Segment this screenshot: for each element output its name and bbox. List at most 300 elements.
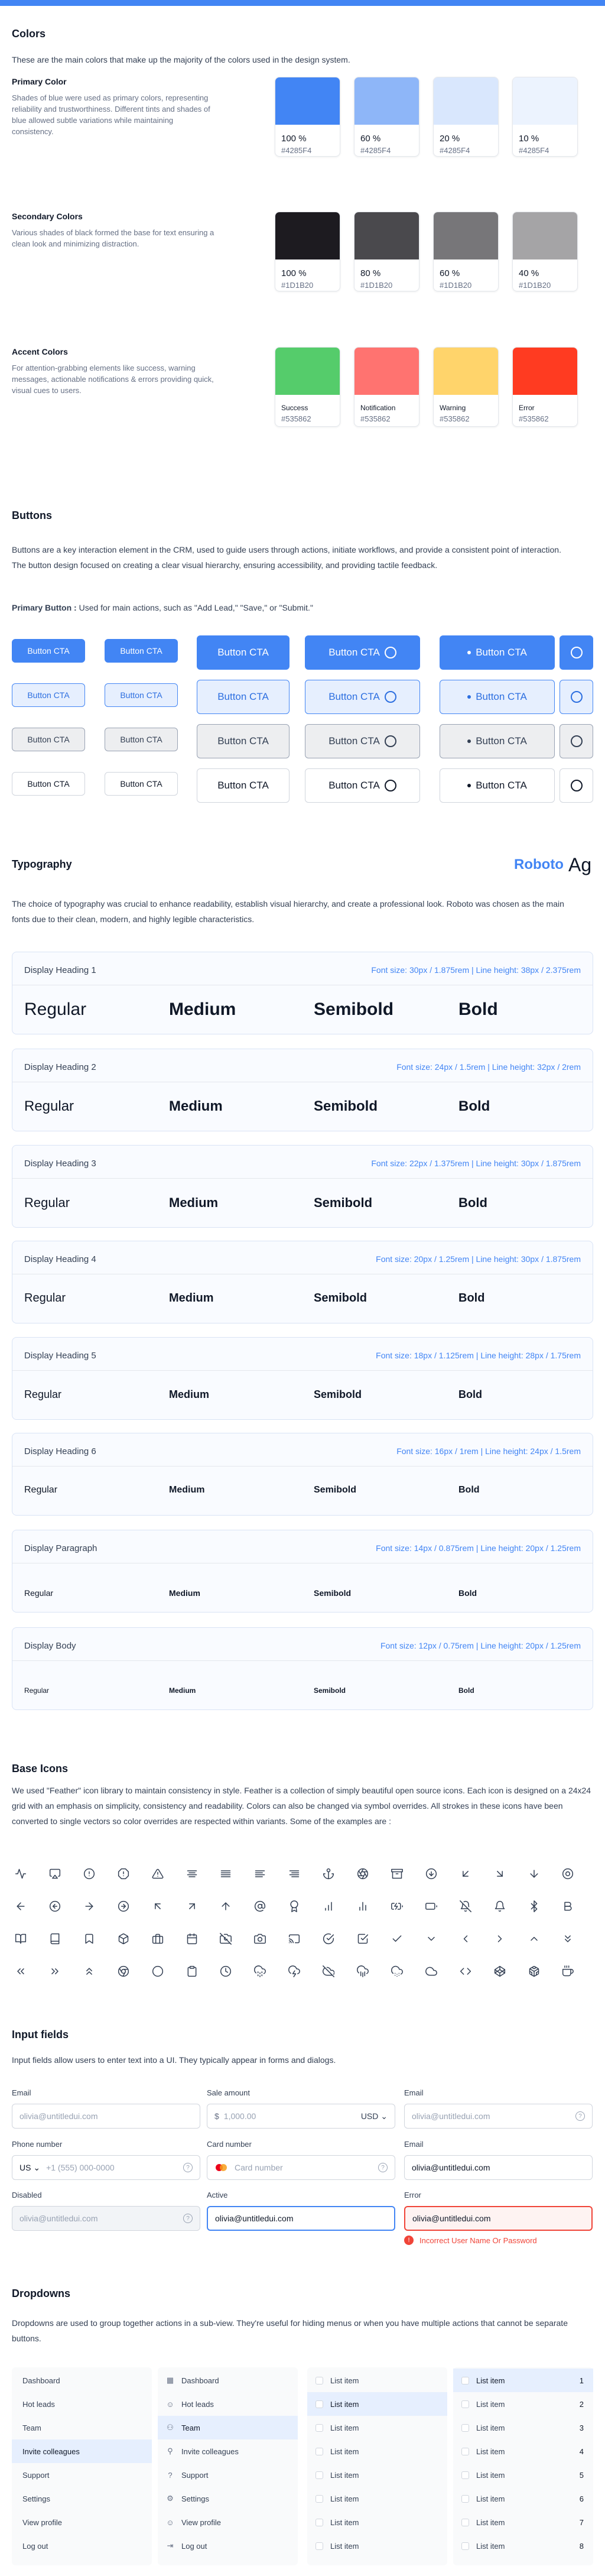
aperture-icon [354, 1865, 372, 1883]
dropdown-item[interactable] [307, 2416, 447, 2439]
help-circle-icon[interactable]: ? [183, 2163, 193, 2172]
list-item-number: 2 [579, 2399, 584, 2409]
weight-sample: Regular [24, 1686, 50, 1695]
primary-button[interactable] [197, 635, 290, 670]
top-accent-bar [0, 0, 605, 6]
swatch-label: 100 % [281, 268, 307, 278]
error-field [404, 2191, 593, 2245]
ghost-button-row [12, 768, 593, 804]
circle-icon [571, 780, 583, 791]
currency-symbol: $ [214, 2111, 219, 2121]
list-item-label: List item [476, 2494, 505, 2503]
dropdown-item[interactable] [158, 2416, 298, 2439]
button-label: Button CTA [217, 647, 269, 658]
code-icon [457, 1962, 474, 1980]
color-swatch [275, 348, 340, 395]
disabled-input [12, 2206, 200, 2231]
secondary-button[interactable] [105, 683, 178, 707]
list-item-label: List item [476, 2470, 505, 2480]
numbered-dropdown [453, 2367, 593, 2565]
icons-intro: We used "Feather" icon library to maintain consistency in style. Feather is a collection of simply beautiful open source icons. Each icon is designed on a 24x24 grid with an emphasis on simplicity, consistency and readability. Colors can also be changed via symbol overrides. All strokes in these icons have been converted to single vectors so color overrides are respected within variants. Some of the examples are : [12, 1786, 591, 1826]
type-style-spec: Font size: 20px / 1.25rem | Line height: 30px / 1.875rem [376, 1254, 581, 1264]
ghost-button[interactable] [305, 768, 420, 803]
email-help-label: Email [404, 2088, 424, 2097]
dropdown-item[interactable] [307, 2439, 447, 2463]
menu-item-label: Settings [22, 2494, 50, 2503]
type-style-card [12, 1145, 593, 1228]
dropdown-item[interactable] [158, 2439, 298, 2463]
type-style-name: Display Paragraph [24, 1543, 97, 1553]
arrow-down-left-icon [457, 1865, 474, 1883]
weight-sample: Medium [169, 1686, 196, 1695]
button-label: Button CTA [476, 735, 527, 747]
swatch-hex: #4285F4 [360, 146, 391, 155]
primary-button-usage: Used for main actions, such as "Add Lead," "Save," or "Submit." [76, 603, 313, 612]
color-swatch [275, 212, 340, 259]
active-value: olivia@untitledui.com [215, 2214, 294, 2223]
dropdown-item[interactable] [12, 2463, 152, 2487]
email-input[interactable] [12, 2104, 200, 2129]
checkbox[interactable] [461, 2424, 469, 2432]
menu-item-label: Log out [181, 2541, 207, 2551]
weight-sample: Bold [458, 1588, 477, 1598]
bookmark-icon [80, 1930, 98, 1948]
ghost-button[interactable] [105, 772, 178, 796]
list-item-number: 5 [579, 2470, 584, 2480]
color-group-description: Shades of blue were used as primary colors, representing reliability and trustworthiness. Different tints and shades of blue allowed subtle variations while maintaining consistency. [12, 93, 210, 136]
chevron-down-icon [422, 1930, 440, 1948]
chevrons-up-icon [80, 1962, 98, 1980]
typography-title: Typography [12, 858, 72, 870]
check-circle-icon [320, 1930, 337, 1948]
dropdowns-title: Dropdowns [12, 2288, 70, 2299]
color-swatch [434, 212, 498, 259]
briefcase-icon [149, 1930, 167, 1948]
chevrons-right-icon [46, 1962, 64, 1980]
weight-sample: Regular [24, 1098, 74, 1114]
weight-sample: Medium [169, 1195, 219, 1210]
type-style-spec: Font size: 18px / 1.125rem | Line height: 28px / 1.75rem [376, 1351, 581, 1360]
swatch-hex: #535862 [440, 414, 470, 423]
dropdown-item[interactable] [307, 2369, 447, 2392]
checkbox[interactable] [461, 2448, 469, 2455]
dropdown-item[interactable] [307, 2463, 447, 2487]
user-icon: ☺ [166, 2399, 174, 2409]
dropdown-item[interactable] [453, 2416, 593, 2439]
dot-icon [467, 784, 471, 787]
dropdown-item[interactable] [307, 2534, 447, 2558]
alert-circle-icon [80, 1865, 98, 1883]
weight-sample: Semibold [314, 1388, 362, 1400]
type-style-spec: Font size: 14px / 0.875rem | Line height: 20px / 1.25rem [376, 1543, 581, 1553]
list-item-number: 1 [579, 2376, 584, 2385]
checkbox[interactable] [461, 2542, 469, 2550]
type-style-card [12, 1049, 593, 1131]
chevrons-left-icon [12, 1962, 30, 1980]
email-filled-input[interactable] [404, 2155, 593, 2180]
list-item-number: 8 [579, 2541, 584, 2551]
arrow-left-icon [12, 1897, 30, 1915]
cloud-rain-icon [354, 1962, 372, 1980]
secondary-button[interactable] [440, 680, 555, 714]
tertiary-button[interactable] [305, 724, 420, 758]
user-plus-icon: ⚲ [167, 2447, 173, 2455]
email-filled-value: olivia@untitledui.com [412, 2163, 490, 2172]
dropdown-item[interactable] [453, 2510, 593, 2534]
icon-dropdown [158, 2367, 298, 2565]
country-select[interactable] [12, 2163, 46, 2173]
button-label: Button CTA [27, 779, 70, 789]
swatch-label: 100 % [281, 134, 307, 144]
color-swatch-card [275, 212, 340, 291]
list-item-number: 4 [579, 2447, 584, 2456]
checkbox[interactable] [461, 2400, 469, 2408]
tertiary-button[interactable] [12, 728, 85, 751]
target-icon [559, 1865, 577, 1883]
swatch-label: Success [281, 404, 308, 412]
divider [12, 1466, 593, 1467]
weight-sample: Semibold [314, 1098, 378, 1114]
tertiary-button[interactable] [197, 724, 290, 758]
email-placeholder: olivia@untitledui.com [19, 2111, 98, 2121]
dropdown-item[interactable] [453, 2463, 593, 2487]
dropdown-item[interactable] [158, 2510, 298, 2534]
card-number-input[interactable] [207, 2155, 395, 2180]
dropdown-item[interactable] [307, 2487, 447, 2510]
arrow-down-right-icon [491, 1865, 509, 1883]
swatch-hex: #4285F4 [440, 146, 470, 155]
checkbox[interactable] [315, 2471, 323, 2479]
dropdown-item[interactable] [453, 2534, 593, 2558]
color-group-title: Primary Color [12, 77, 67, 86]
dropdown-item[interactable] [453, 2369, 593, 2392]
weight-sample: Bold [458, 1388, 482, 1400]
color-swatch [434, 77, 498, 125]
color-swatch [354, 348, 419, 395]
type-style-card [12, 952, 593, 1034]
color-swatch [354, 212, 419, 259]
arrow-down-icon [525, 1865, 543, 1883]
phone-input[interactable] [12, 2155, 200, 2180]
sale-amount-field [207, 2088, 395, 2129]
type-style-name: Display Heading 5 [24, 1351, 96, 1361]
activity-icon [12, 1865, 30, 1883]
secondary-button[interactable] [197, 680, 290, 714]
dropdown-item[interactable] [12, 2510, 152, 2534]
weight-sample: Medium [169, 1388, 210, 1400]
arrow-up-icon [217, 1897, 235, 1915]
currency-select[interactable] [361, 2111, 388, 2121]
chevrons-down-icon [559, 1930, 577, 1948]
weight-sample: Regular [24, 1000, 87, 1019]
menu-item-label: Team [22, 2423, 41, 2432]
menu-item-label: Team [181, 2423, 200, 2432]
button-label: Button CTA [476, 780, 527, 791]
camera-off-icon [217, 1930, 235, 1948]
color-swatch-card [512, 212, 578, 291]
primary-button[interactable] [105, 639, 178, 663]
help-circle-icon[interactable]: ? [575, 2111, 585, 2121]
color-swatch [513, 348, 577, 395]
book-icon [46, 1930, 64, 1948]
circle-icon [571, 691, 583, 703]
checkbox[interactable] [315, 2519, 323, 2526]
align-right-icon [285, 1865, 303, 1883]
settings-icon: ⚙ [167, 2494, 174, 2503]
color-swatch-card [433, 77, 499, 157]
button-label: Button CTA [217, 780, 269, 791]
type-style-spec: Font size: 12px / 0.75rem | Line height: 20px / 1.25rem [380, 1641, 581, 1650]
weight-sample: Medium [169, 1485, 205, 1495]
archive-icon [388, 1865, 406, 1883]
dropdown-item[interactable] [158, 2369, 298, 2392]
button-label: Button CTA [120, 646, 162, 656]
list-item-label: List item [330, 2470, 359, 2480]
button-label: Button CTA [328, 691, 380, 702]
dropdown-item[interactable] [12, 2369, 152, 2392]
color-group-title: Accent Colors [12, 347, 68, 356]
primary-button-label: Primary Button : [12, 603, 77, 612]
list-item-label: List item [330, 2423, 359, 2432]
anchor-icon [320, 1865, 337, 1883]
arrow-down-circle-icon [422, 1865, 440, 1883]
cloud-drizzle-icon [251, 1962, 269, 1980]
menu-item-label: Invite colleagues [181, 2447, 239, 2456]
type-style-name: Display Heading 3 [24, 1159, 96, 1169]
error-value: olivia@untitledui.com [412, 2214, 491, 2223]
text-dropdown [12, 2367, 152, 2565]
color-swatch [513, 77, 577, 125]
color-group-description: For attention-grabbing elements like success, warning messages, actionable notifications & errors providing quick, visual cues to users. [12, 364, 214, 395]
color-group-info [12, 347, 275, 427]
cloud-snow-icon [388, 1962, 406, 1980]
color-swatch-card [275, 77, 340, 157]
align-center-icon [183, 1865, 201, 1883]
error-text: Incorrect User Name Or Password [419, 2236, 537, 2245]
dropdown-item[interactable] [12, 2439, 152, 2463]
list-item-label: List item [476, 2541, 505, 2551]
checkbox[interactable] [315, 2448, 323, 2455]
weight-sample: Semibold [314, 1588, 352, 1598]
clock-icon [217, 1962, 235, 1980]
menu-item-label: Invite colleagues [22, 2447, 80, 2456]
dropdown-item[interactable] [12, 2392, 152, 2416]
checkbox[interactable] [461, 2377, 469, 2384]
checkbox[interactable] [315, 2424, 323, 2432]
dot-icon [467, 651, 471, 654]
log-out-icon: ⇥ [167, 2541, 174, 2550]
circle-icon [385, 647, 396, 658]
email-help-field [404, 2088, 593, 2129]
circle-icon [571, 735, 583, 747]
color-swatch-card [275, 347, 340, 427]
weight-sample: Medium [169, 1292, 214, 1305]
circle-icon [385, 735, 396, 747]
at-sign-icon [251, 1897, 269, 1915]
font-sample: Ag [568, 854, 592, 875]
checkbox[interactable] [461, 2495, 469, 2503]
menu-item-label: View profile [22, 2517, 62, 2527]
chevron-down-icon: ⌄ [380, 2111, 388, 2121]
type-style-card [12, 1241, 593, 1323]
list-item-label: List item [330, 2494, 359, 2503]
chrome-icon [115, 1962, 132, 1980]
divider [12, 1660, 593, 1661]
menu-item-label: Support [181, 2470, 209, 2480]
weight-sample: Bold [458, 1485, 480, 1495]
icons-title: Base Icons [12, 1763, 69, 1774]
email-help-input[interactable] [404, 2104, 593, 2129]
type-style-spec: Font size: 22px / 1.375rem | Line height: 30px / 1.875rem [371, 1159, 581, 1168]
menu-item-label: Hot leads [181, 2399, 214, 2409]
list-item-label: List item [476, 2423, 505, 2432]
circle-icon [571, 647, 583, 658]
help-circle-icon: ? [168, 2470, 173, 2480]
cast-icon [285, 1930, 303, 1948]
codepen-icon [491, 1962, 509, 1980]
help-circle-icon[interactable]: ? [378, 2163, 388, 2172]
colors-intro: These are the main colors that make up the majority of the colors used in the design system. [12, 55, 350, 64]
arrow-right-circle-icon [115, 1897, 132, 1915]
dropdown-item[interactable] [158, 2392, 298, 2416]
list-item-number: 7 [579, 2517, 584, 2527]
ghost-button[interactable] [560, 768, 593, 803]
sale-amount-input[interactable] [207, 2104, 395, 2129]
sale-amount-label: Sale amount [207, 2088, 250, 2097]
checkbox[interactable] [461, 2519, 469, 2526]
primary-button[interactable] [305, 635, 420, 670]
list-item-label: List item [330, 2399, 359, 2409]
coffee-icon [559, 1962, 577, 1980]
list-item-label: List item [476, 2376, 505, 2385]
checkbox[interactable] [315, 2400, 323, 2408]
clipboard-icon [183, 1962, 201, 1980]
calendar-icon [183, 1930, 201, 1948]
secondary-button-row [12, 680, 593, 715]
ghost-button[interactable] [440, 768, 555, 803]
typography-intro: The choice of typography was crucial to enhance readability, establish visual hierarchy, and create a professional look. Roboto was chosen as the main fonts due to their clean, modern, and highly legible characteristics. [12, 899, 564, 924]
weight-sample: Medium [169, 1588, 200, 1598]
disabled-label: Disabled [12, 2191, 42, 2199]
dropdown-item[interactable] [453, 2439, 593, 2463]
type-style-spec: Font size: 30px / 1.875rem | Line height: 38px / 2.375rem [371, 965, 581, 975]
swatch-hex: #535862 [519, 414, 549, 423]
active-input[interactable] [207, 2206, 395, 2231]
dropdowns-intro: Dropdowns are used to group together actions in a sub-view. They're useful for hiding menus or when you have multiple actions that cannot be separate buttons. [12, 2318, 568, 2343]
font-name: Roboto [514, 856, 564, 872]
chevron-up-icon [525, 1930, 543, 1948]
type-style-name: Display Heading 4 [24, 1254, 96, 1264]
weight-sample: Regular [24, 1588, 54, 1598]
type-style-card [12, 1337, 593, 1420]
button-label: Button CTA [328, 647, 380, 658]
checkbox[interactable] [315, 2495, 323, 2503]
primary-color-group [12, 77, 593, 157]
help-circle-icon: ? [183, 2214, 193, 2223]
dropdown-item[interactable] [12, 2487, 152, 2510]
checkbox[interactable] [315, 2542, 323, 2550]
inputs-title: Input fields [12, 2029, 69, 2040]
menu-item-label: Dashboard [181, 2376, 219, 2385]
swatch-list [275, 347, 578, 427]
dropdown-item[interactable] [158, 2463, 298, 2487]
airplay-icon [46, 1865, 64, 1883]
dropdown-item[interactable] [12, 2416, 152, 2439]
weight-sample: Medium [169, 1000, 236, 1019]
dropdown-item[interactable] [158, 2534, 298, 2558]
type-style-card [12, 1530, 593, 1613]
ghost-button[interactable] [12, 772, 85, 796]
primary-button[interactable] [440, 635, 555, 670]
bluetooth-icon [525, 1897, 543, 1915]
checkbox[interactable] [315, 2377, 323, 2384]
secondary-button[interactable] [12, 683, 85, 707]
weight-sample: Semibold [314, 1000, 394, 1019]
button-label: Button CTA [476, 647, 527, 658]
button-label: Button CTA [120, 690, 162, 700]
weight-sample: Bold [458, 1292, 485, 1305]
chevron-left-icon [457, 1930, 474, 1948]
ghost-button[interactable] [197, 768, 290, 803]
swatch-list [275, 212, 578, 291]
dropdown-item[interactable] [12, 2534, 152, 2558]
dropdown-item[interactable] [453, 2392, 593, 2416]
camera-icon [251, 1930, 269, 1948]
primary-button[interactable] [12, 639, 85, 663]
award-icon [285, 1897, 303, 1915]
currency-code: USD [360, 2111, 379, 2121]
color-swatch [513, 212, 577, 259]
list-item-label: List item [330, 2517, 359, 2527]
box-icon [115, 1930, 132, 1948]
disabled-field [12, 2191, 200, 2231]
color-swatch-card [433, 347, 499, 427]
circle-icon [385, 780, 396, 791]
button-label: Button CTA [328, 735, 380, 747]
dropdown-item[interactable] [307, 2392, 447, 2416]
checkbox[interactable] [461, 2471, 469, 2479]
list-item-label: List item [330, 2376, 359, 2385]
secondary-button[interactable] [560, 680, 593, 714]
dropdown-item[interactable] [307, 2510, 447, 2534]
tertiary-button[interactable] [560, 724, 593, 758]
dropdown-item[interactable] [158, 2487, 298, 2510]
secondary-button[interactable] [305, 680, 420, 714]
tertiary-button[interactable] [440, 724, 555, 758]
error-input[interactable] [404, 2206, 593, 2231]
inputs-intro: Input fields allow users to enter text into a UI. They typically appear in forms and dialogs. [12, 2055, 336, 2065]
type-style-card [12, 1627, 593, 1710]
menu-item-label: Settings [181, 2494, 209, 2503]
weight-sample: Regular [24, 1195, 70, 1210]
weight-sample: Semibold [314, 1485, 357, 1495]
primary-button[interactable] [560, 635, 593, 670]
dropdown-item[interactable] [453, 2487, 593, 2510]
menu-item-label: View profile [181, 2517, 221, 2527]
arrow-up-right-icon [183, 1897, 201, 1915]
card-number-placeholder: Card number [235, 2163, 283, 2172]
cloud-icon [422, 1962, 440, 1980]
type-style-spec: Font size: 16px / 1rem | Line height: 24px / 1.5rem [396, 1446, 581, 1456]
codesandbox-icon [525, 1962, 543, 1980]
email-field [12, 2088, 200, 2129]
color-swatch-card [512, 347, 578, 427]
weight-sample: Bold [458, 1000, 498, 1019]
swatch-label: 60 % [360, 134, 381, 144]
color-swatch-card [354, 77, 419, 157]
country-code: US [19, 2162, 31, 2172]
tertiary-button[interactable] [105, 728, 178, 751]
